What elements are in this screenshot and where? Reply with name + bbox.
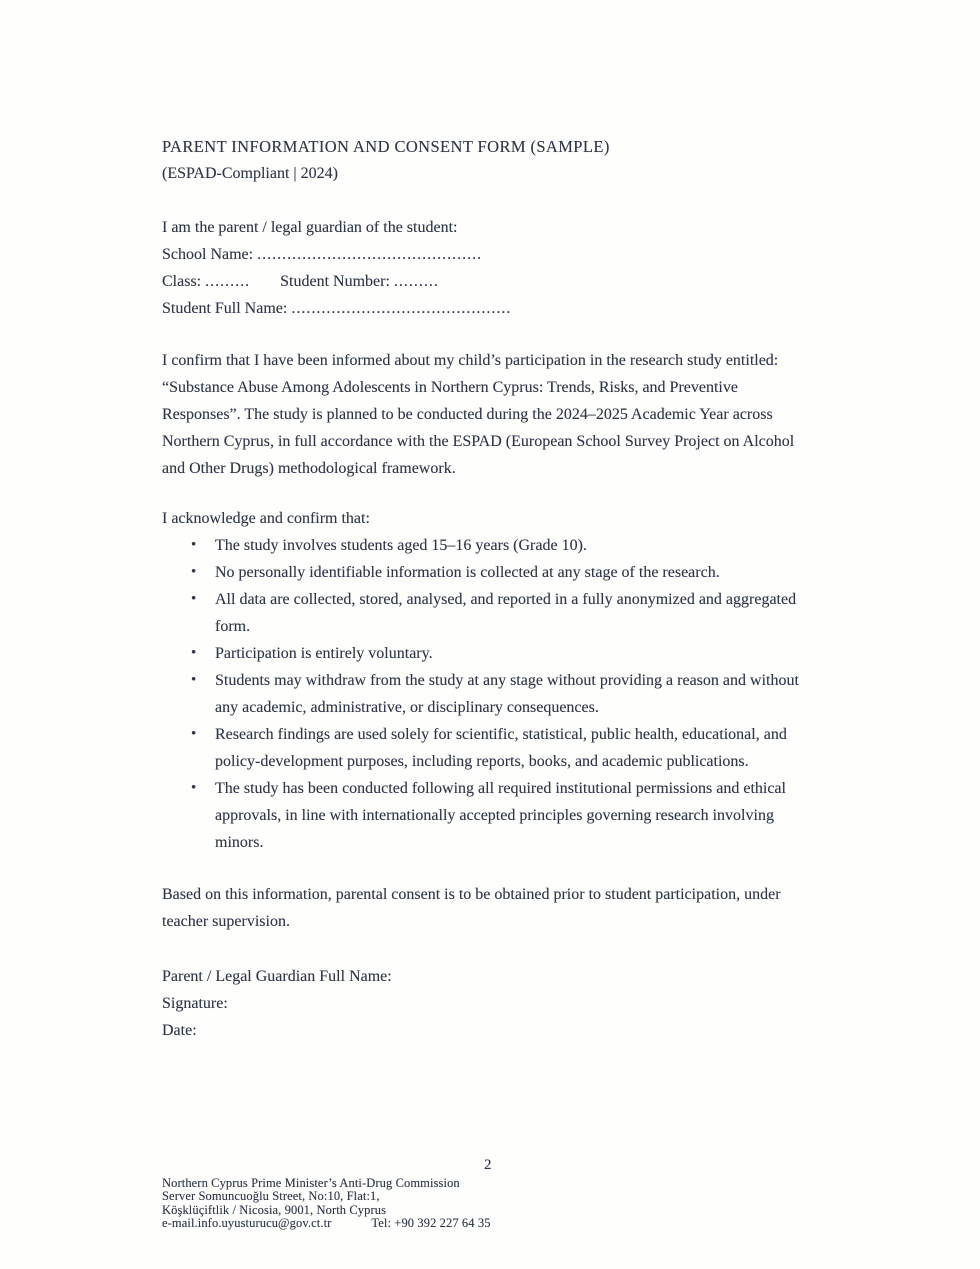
student-full-name-field	[162, 295, 814, 322]
signature-label: Signature:	[162, 995, 228, 1012]
footer-organization: Northern Cyprus Prime Minister’s Anti-Drug Commission	[162, 1176, 460, 1190]
student-full-name-label: Student Full Name:	[162, 300, 288, 317]
footer-contact-line	[162, 1217, 491, 1230]
student-number-dotted-line: .........	[393, 273, 439, 290]
bullet-item: • The study involves students aged 15–16 years (Grade 10).	[162, 532, 814, 559]
bullet-item: • Participation is entirely voluntary.	[162, 640, 814, 667]
consent-note: Based on this information, parental consent is to be obtained prior to student participation, under teacher supervision.	[162, 886, 781, 930]
document-body	[162, 133, 814, 1044]
parent-name-label: Parent / Legal Guardian Full Name:	[162, 968, 392, 985]
class-and-number-field	[162, 268, 814, 295]
bullet-item: • The study has been conducted following all required institutional permissions and ethical approvals, in line with internationally accepted principles governing research involving minors.	[162, 775, 814, 856]
document-title: PARENT INFORMATION AND CONSENT FORM (SAMPLE)	[162, 137, 610, 156]
footer-email: e-mail.info.uyusturucu@gov.ct.tr	[162, 1216, 332, 1231]
footer-address-line2: Köşklüçiftlik / Nicosia, 9001, North Cyprus	[162, 1202, 387, 1217]
class-label: Class:	[162, 273, 202, 290]
date-label: Date:	[162, 1022, 197, 1039]
footer-address-line1: Server Somuncuoğlu Street, No:10, Flat:1,	[162, 1189, 380, 1204]
page-number: 2	[484, 1157, 492, 1173]
bullet-item: • Students may withdraw from the study at any stage without providing a reason and without any academic, administrative, or disciplinary consequences.	[162, 667, 814, 721]
guardian-intro: I am the parent / legal guardian of the student:	[162, 219, 458, 236]
acknowledgement-heading: I acknowledge and confirm that:	[162, 510, 370, 527]
bullet-item: • No personally identifiable information is collected at any stage of the research.	[162, 559, 814, 586]
acknowledgement-list	[162, 532, 814, 856]
class-dotted-line: .........	[205, 273, 251, 290]
student-full-name-dotted-line: ............................................	[291, 300, 512, 317]
signature-block	[162, 963, 814, 1044]
bullet-item: • All data are collected, stored, analysed, and reported in a fully anonymized and aggregated form.	[162, 586, 814, 640]
bullet-item: • Research findings are used solely for scientific, statistical, public health, educational, and policy-development purposes, including reports, books, and academic publications.	[162, 721, 814, 775]
student-number-label: Student Number:	[280, 273, 390, 290]
school-name-dotted-line: .............................................	[257, 246, 483, 263]
school-name-field	[162, 241, 814, 268]
footer-phone: Tel: +90 392 227 64 35	[371, 1216, 491, 1231]
document-subtitle: (ESPAD-Compliant | 2024)	[162, 165, 338, 182]
school-name-label: School Name:	[162, 246, 254, 263]
confirmation-paragraph: I confirm that I have been informed about my child’s participation in the research study entitled: “Substance Abuse Among Adolescents in Northern Cyprus: Trends, Risks, and Preventive Responses”. The study is planned to be conducted during the 2024–2025 Academic Year across Northern Cyprus, in full accordance with the ESPAD (European School Survey Project on Alcohol and Other Drugs) methodological framework.	[162, 352, 795, 477]
footer	[162, 1177, 491, 1231]
